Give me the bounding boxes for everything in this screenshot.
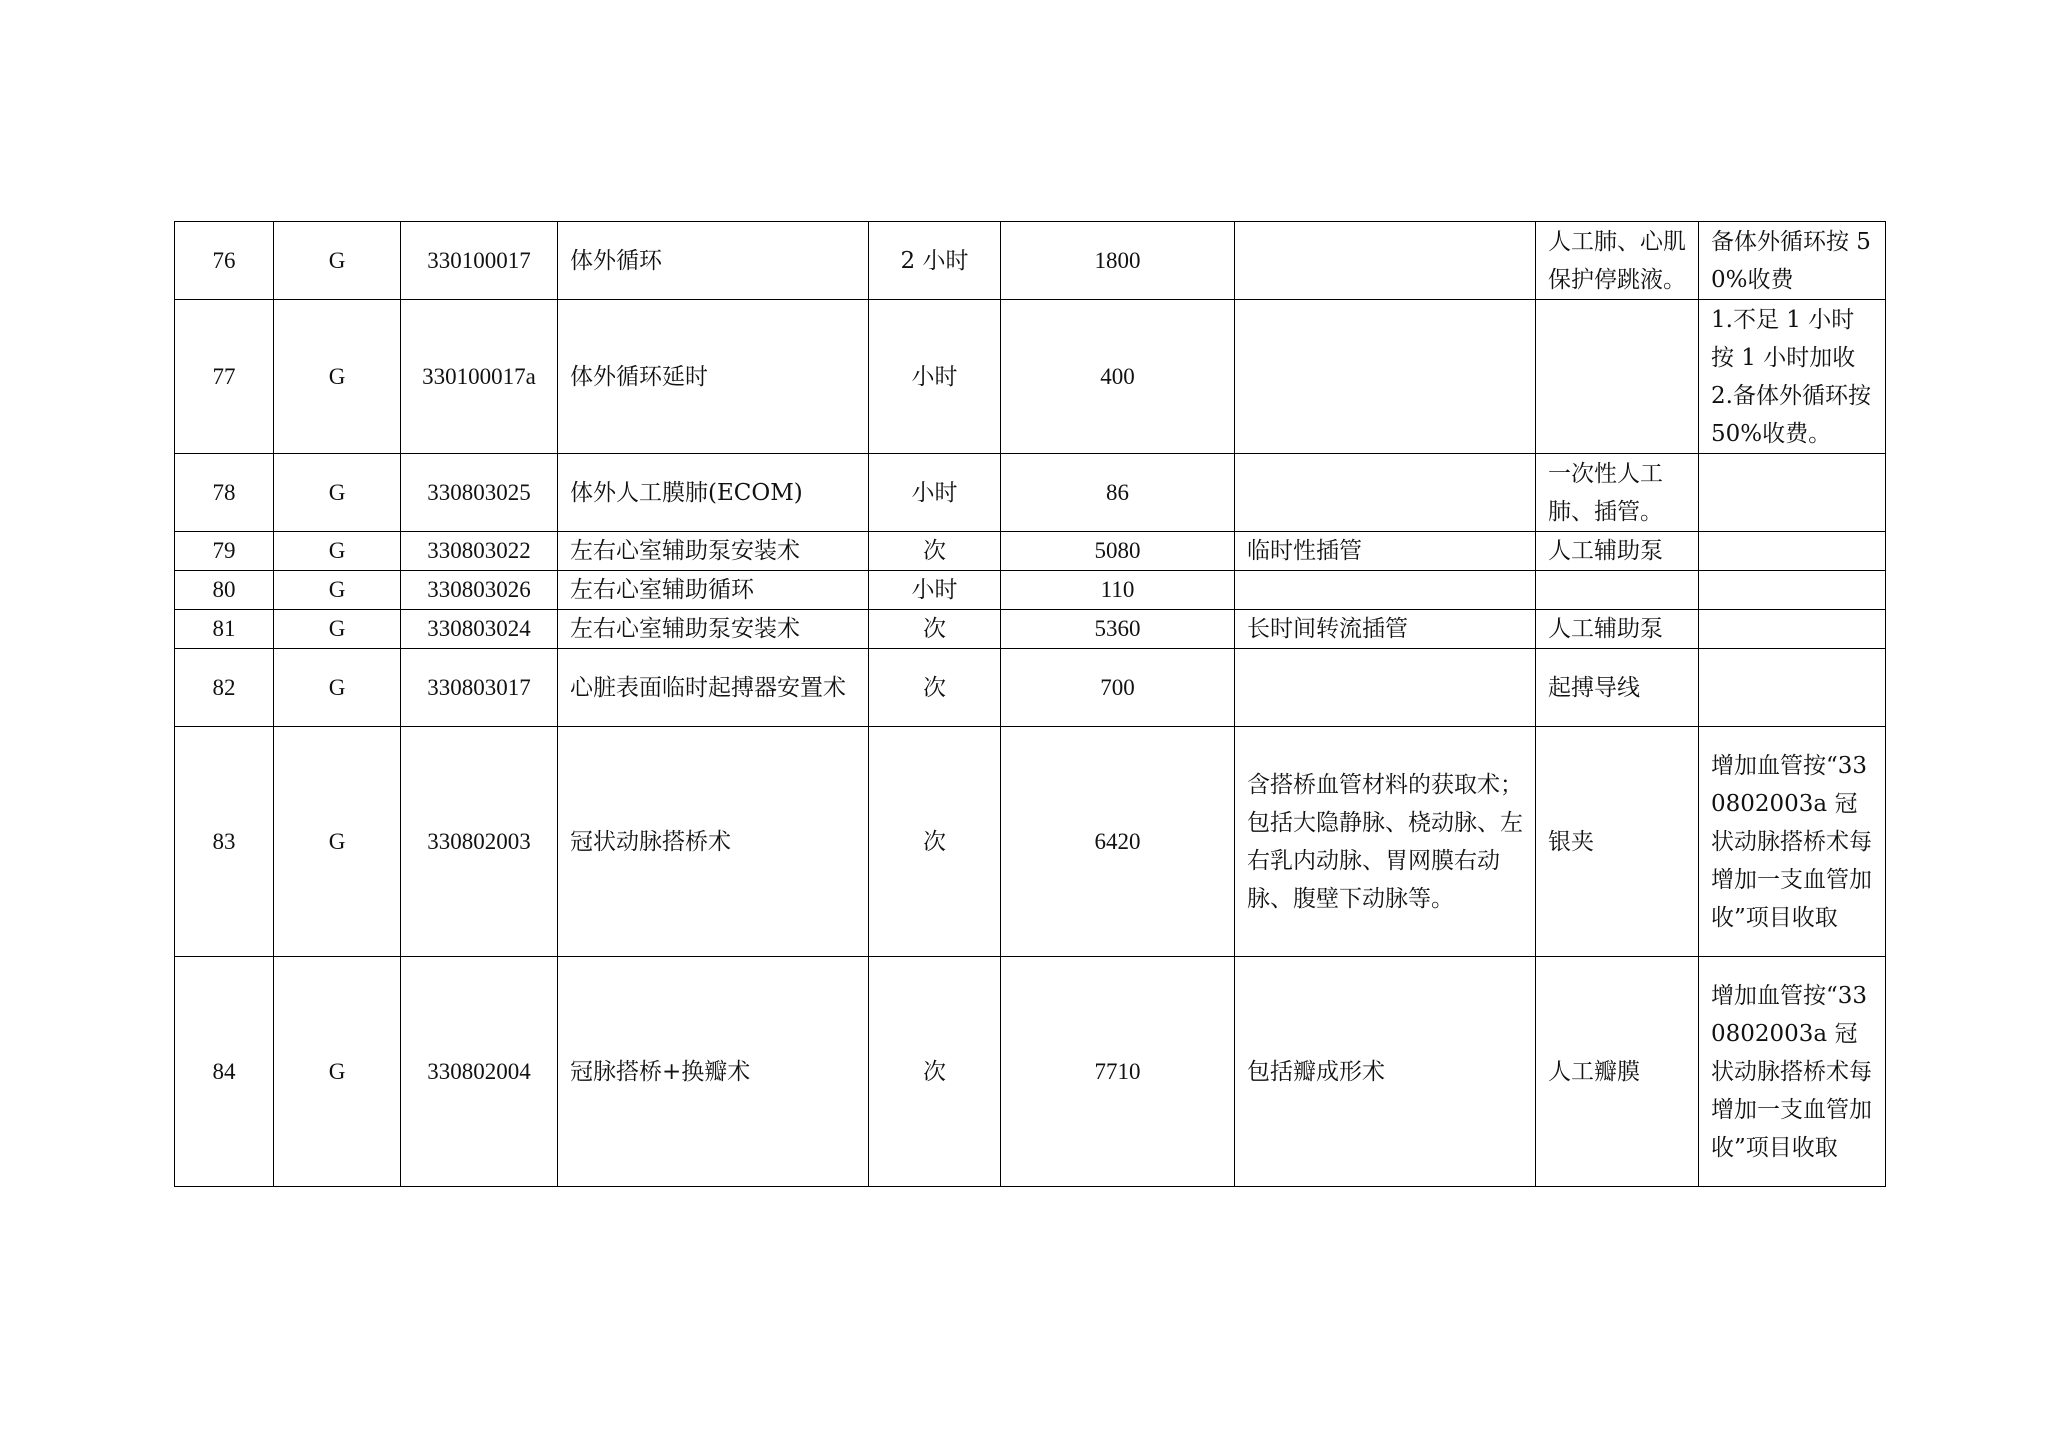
row-content: 含搭桥血管材料的获取术；包括大隐静脉、桡动脉、左右乳内动脉、胃网膜右动脉、腹壁下动脉等。 xyxy=(1235,727,1536,957)
row-category: G xyxy=(274,957,401,1187)
row-note xyxy=(1699,532,1886,571)
row-price: 700 xyxy=(1001,649,1235,727)
table-row xyxy=(175,610,1886,649)
row-excluded: 人工瓣膜 xyxy=(1536,957,1699,1187)
row-price: 6420 xyxy=(1001,727,1235,957)
row-content: 临时性插管 xyxy=(1235,532,1536,571)
medical-fee-table xyxy=(174,221,1886,1187)
row-category: G xyxy=(274,532,401,571)
row-note-text: 备体外循环按 50%收费 xyxy=(1711,228,1871,293)
row-note xyxy=(1699,727,1886,957)
row-excluded: 银夹 xyxy=(1536,727,1699,957)
row-number: 82 xyxy=(175,649,274,727)
row-number: 76 xyxy=(175,222,274,300)
row-category: G xyxy=(274,300,401,454)
row-unit: 次 xyxy=(869,532,1001,571)
row-code: 330803022 xyxy=(401,532,558,571)
row-number: 78 xyxy=(175,454,274,532)
row-price: 1800 xyxy=(1001,222,1235,300)
row-code: 330100017a xyxy=(401,300,558,454)
row-content xyxy=(1235,649,1536,727)
row-item-name: 冠状动脉搭桥术 xyxy=(558,727,869,957)
row-note xyxy=(1699,454,1886,532)
row-code: 330803025 xyxy=(401,454,558,532)
row-excluded: 人工肺、心肌保护停跳液。 xyxy=(1536,222,1699,300)
table-row xyxy=(175,222,1886,300)
row-code: 330803024 xyxy=(401,610,558,649)
row-excluded: 人工辅助泵 xyxy=(1536,532,1699,571)
row-item-name: 体外循环延时 xyxy=(558,300,869,454)
row-number: 84 xyxy=(175,957,274,1187)
row-code: 330100017 xyxy=(401,222,558,300)
row-item-name: 心脏表面临时起搏器安置术 xyxy=(558,649,869,727)
row-note-text: 增加血管按“330802003a 冠状动脉搭桥术每增加一支血管加收”项目收取 xyxy=(1711,752,1872,931)
row-excluded xyxy=(1536,300,1699,454)
row-category: G xyxy=(274,649,401,727)
row-item-name: 体外人工膜肺(ECOM) xyxy=(558,454,869,532)
row-category: G xyxy=(274,610,401,649)
row-unit: 次 xyxy=(869,957,1001,1187)
table-row xyxy=(175,957,1886,1187)
row-code: 330802003 xyxy=(401,727,558,957)
row-note xyxy=(1699,300,1886,454)
row-category: G xyxy=(274,222,401,300)
row-content xyxy=(1235,222,1536,300)
row-item-name: 冠脉搭桥+换瓣术 xyxy=(558,957,869,1187)
row-price: 110 xyxy=(1001,571,1235,610)
row-note-text: 增加血管按“330802003a 冠状动脉搭桥术每增加一支血管加收”项目收取 xyxy=(1711,982,1872,1161)
row-code: 330803017 xyxy=(401,649,558,727)
table-body xyxy=(175,222,1886,1187)
row-price: 5360 xyxy=(1001,610,1235,649)
row-note-text: 1.不足 1 小时按 1 小时加收 2.备体外循环按 50%收费。 xyxy=(1711,306,1871,447)
row-category: G xyxy=(274,454,401,532)
row-number: 80 xyxy=(175,571,274,610)
row-category: G xyxy=(274,727,401,957)
row-unit: 2 小时 xyxy=(869,222,1001,300)
row-note xyxy=(1699,222,1886,300)
row-code: 330803026 xyxy=(401,571,558,610)
row-price: 5080 xyxy=(1001,532,1235,571)
row-unit: 小时 xyxy=(869,571,1001,610)
table-row xyxy=(175,727,1886,957)
row-item-name: 左右心室辅助泵安装术 xyxy=(558,610,869,649)
row-item-name: 左右心室辅助循环 xyxy=(558,571,869,610)
row-number: 83 xyxy=(175,727,274,957)
row-item-name: 体外循环 xyxy=(558,222,869,300)
table-row xyxy=(175,300,1886,454)
row-note xyxy=(1699,610,1886,649)
row-price: 7710 xyxy=(1001,957,1235,1187)
row-unit: 小时 xyxy=(869,300,1001,454)
row-content xyxy=(1235,454,1536,532)
row-price: 400 xyxy=(1001,300,1235,454)
row-unit: 次 xyxy=(869,649,1001,727)
row-unit: 小时 xyxy=(869,454,1001,532)
row-content xyxy=(1235,300,1536,454)
table-row xyxy=(175,571,1886,610)
table-row xyxy=(175,649,1886,727)
row-note xyxy=(1699,957,1886,1187)
row-content: 包括瓣成形术 xyxy=(1235,957,1536,1187)
row-excluded: 人工辅助泵 xyxy=(1536,610,1699,649)
row-number: 81 xyxy=(175,610,274,649)
row-item-name: 左右心室辅助泵安装术 xyxy=(558,532,869,571)
row-excluded: 一次性人工肺、插管。 xyxy=(1536,454,1699,532)
row-content: 长时间转流插管 xyxy=(1235,610,1536,649)
row-excluded: 起搏导线 xyxy=(1536,649,1699,727)
row-unit: 次 xyxy=(869,610,1001,649)
row-content xyxy=(1235,571,1536,610)
row-number: 77 xyxy=(175,300,274,454)
table-row xyxy=(175,454,1886,532)
table-row xyxy=(175,532,1886,571)
row-price: 86 xyxy=(1001,454,1235,532)
row-note xyxy=(1699,571,1886,610)
row-category: G xyxy=(274,571,401,610)
row-unit: 次 xyxy=(869,727,1001,957)
row-number: 79 xyxy=(175,532,274,571)
row-excluded xyxy=(1536,571,1699,610)
row-note xyxy=(1699,649,1886,727)
row-code: 330802004 xyxy=(401,957,558,1187)
